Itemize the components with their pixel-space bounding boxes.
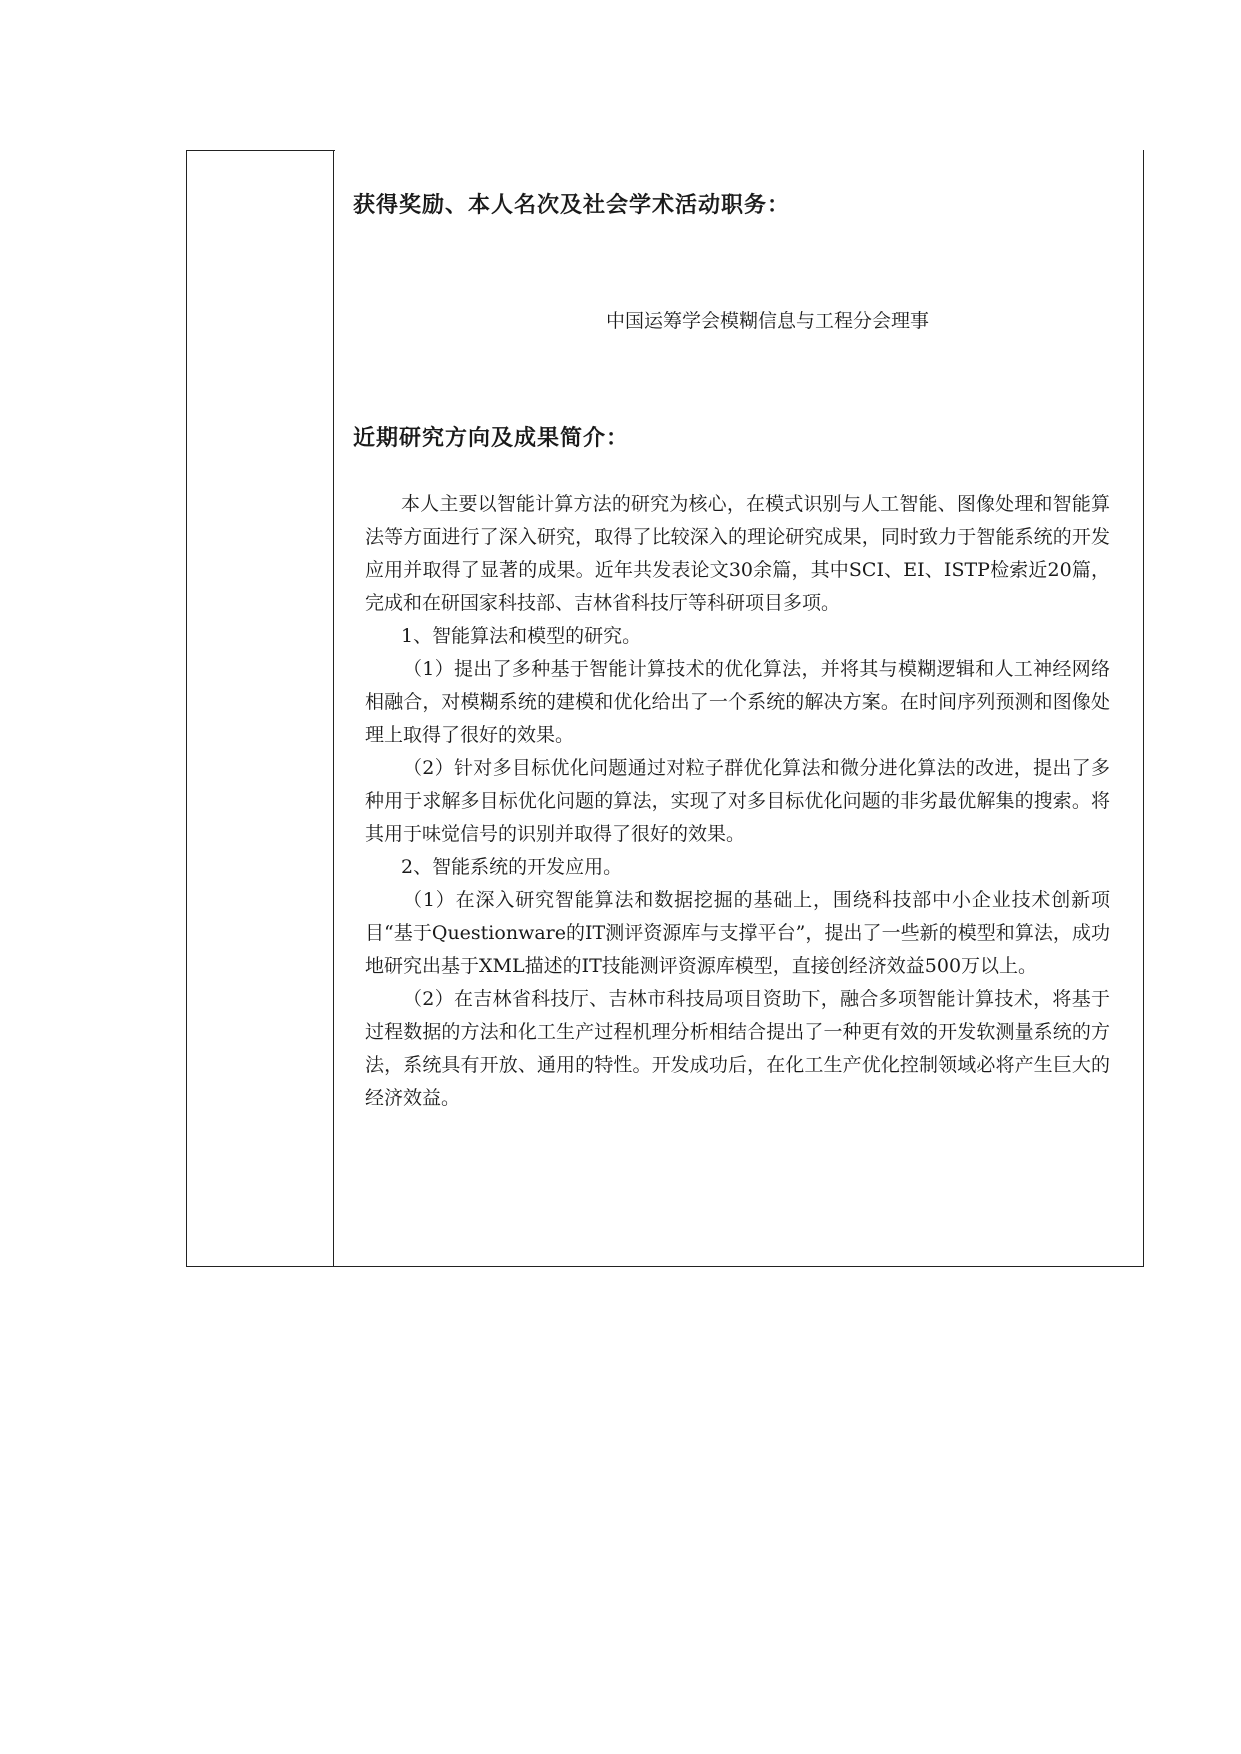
- research-section-heading: 2、智能系统的开发应用。: [401, 856, 623, 878]
- research-subitem-paragraph: （2）针对多目标优化问题通过对粒子群优化算法和微分进化算法的改进，提出了多种用于求解多目标优化问题的算法，实现了对多目标优化问题的非劣最优解集的搜索。将其用于味觉信号的识别并取得了很好的效果。: [365, 757, 1110, 845]
- research-heading: 近期研究方向及成果简介：: [353, 425, 630, 451]
- research-summary: [365, 488, 1110, 1115]
- research-subitem-paragraph: （2）在吉林省科技厅、吉林市科技局项目资助下，融合多项智能计算技术，将基于过程数据的方法和化工生产过程机理分析相结合提出了一种更有效的开发软测量系统的方法，系统具有开放、通用的特性。开发成功后，在化工生产优化控制领域必将产生巨大的经济效益。: [365, 988, 1110, 1109]
- form-table: [186, 150, 1144, 1267]
- left-label-cell: [187, 150, 334, 1266]
- awards-heading: 获得奖励、本人名次及社会学术活动职务：: [353, 192, 791, 218]
- research-subitem-paragraph: （1）提出了多种基于智能计算技术的优化算法，并将其与模糊逻辑和人工神经网络相融合，对模糊系统的建模和优化给出了一个系统的解决方案。在时间序列预测和图像处理上取得了很好的效果。: [365, 658, 1110, 746]
- research-section-heading: 1、智能算法和模型的研究。: [401, 625, 642, 647]
- award-item: 中国运筹学会模糊信息与工程分会理事: [605, 310, 929, 332]
- research-intro-paragraph: 本人主要以智能计算方法的研究为核心，在模式识别与人工智能、图像处理和智能算法等方面进行了深入研究，取得了比较深入的理论研究成果，同时致力于智能系统的开发应用并取得了显著的成果。近年共发表论文30余篇，其中SCI、EI、ISTP检索近20篇，完成和在研国家科技部、吉林省科技厅等科研项目多项。: [365, 493, 1110, 614]
- content-cell: [345, 150, 1130, 1266]
- research-subitem-paragraph: （1）在深入研究智能算法和数据挖掘的基础上，围绕科技部中小企业技术创新项目“基于Questionware的IT测评资源库与支撑平台”，提出了一些新的模型和算法，成功地研究出基于XML描述的IT技能测评资源库模型，直接创经济效益500万以上。: [365, 889, 1110, 977]
